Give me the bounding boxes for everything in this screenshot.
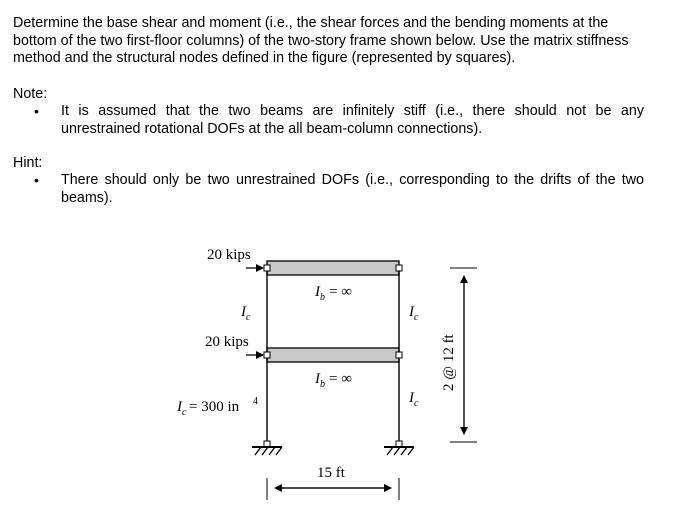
svg-text:= 300 in: = 300 in <box>189 399 240 415</box>
node-square <box>264 265 270 271</box>
note-item-text: It is assumed that the two beams are infinitely stiff (i.e., there should not be any unrestrained rotational DOFs at the all beam-column connections). <box>61 103 644 137</box>
note-label: Note: <box>13 86 48 102</box>
mid-load-label: 20 kips <box>205 334 249 350</box>
fixed-support-icon <box>252 447 282 455</box>
node-square <box>264 352 270 358</box>
svg-text:I: I <box>409 304 414 320</box>
svg-text:c: c <box>246 312 251 323</box>
upper-beam-inertia-label <box>314 284 352 303</box>
node-square <box>396 265 402 271</box>
hint-label: Hint: <box>13 155 43 171</box>
upper-beam <box>267 261 399 275</box>
upper-left-column-label <box>240 304 251 323</box>
lower-beam-inertia-label <box>314 371 352 390</box>
top-load-label: 20 kips <box>207 247 251 263</box>
hint-item-text: There should only be two unrestrained DOFs (i.e., corresponding to the drifts of the two beams). <box>61 172 644 206</box>
column-inertia-value-label <box>176 396 258 418</box>
lower-beam <box>267 348 399 362</box>
svg-text:= ∞: = ∞ <box>329 284 352 300</box>
svg-text:b: b <box>320 292 325 303</box>
svg-text:I: I <box>315 284 320 300</box>
bullet-icon: • <box>34 172 39 188</box>
span-dimension <box>267 478 399 500</box>
upper-right-column-label <box>408 304 419 323</box>
svg-text:c: c <box>414 312 419 323</box>
svg-text:4: 4 <box>253 396 258 407</box>
svg-text:I: I <box>241 304 246 320</box>
fixed-support-icon <box>384 447 414 455</box>
node-square <box>396 352 402 358</box>
svg-text:I: I <box>177 399 182 415</box>
svg-text:b: b <box>320 379 325 390</box>
svg-text:I: I <box>315 371 320 387</box>
bullet-icon: • <box>34 103 39 119</box>
svg-text:= ∞: = ∞ <box>329 371 352 387</box>
svg-text:I: I <box>409 390 414 406</box>
span-label: 15 ft <box>317 465 345 481</box>
lower-right-column-label <box>408 390 419 409</box>
svg-text:c: c <box>414 398 419 409</box>
height-label: 2 @ 12 ft <box>441 334 457 391</box>
svg-text:c: c <box>182 407 187 418</box>
problem-statement: Determine the base shear and moment (i.e., the shear forces and the bending moments at the bottom of the two first-floor columns) of the two-story frame shown below. Use the matrix stiffness method and the structural nodes defined in the figure (represented by squares). <box>13 15 629 66</box>
